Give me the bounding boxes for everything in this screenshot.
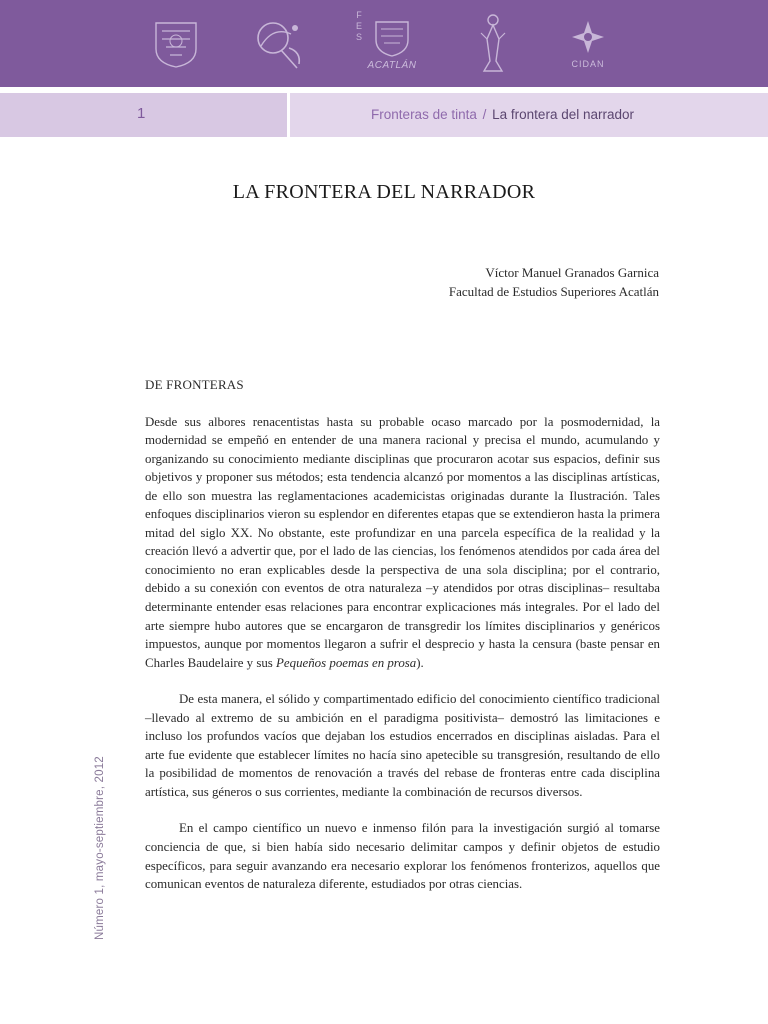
paragraph-1-text: Desde sus albores renacentistas hasta su probable ocaso marcado por la posmodernidad, la modernidad se empeñó en entender de una manera racional y precisa el mundo, acumulando y organizando su conocimiento mediante disciplinas que procuraron acotar sus espacios, definir sus objetivos y proponer sus métodos; esta tendencia alcanzó por momentos a las disciplinas artísticas, de ello son muestra las reglamentaciones academicistas originadas durante la Ilustración. Tales enfoques disciplinarios vieron su esplendor en diferentes etapas que se extendieron hasta la primera mitad del siglo XX. No obstante, este profundizar en una parcela específica de la realidad y la creación llevó a advertir que, por el lado de las ciencias, los fenómenos atendidos por cada área del conocimiento no eran explicables desde la perspectiva de una sola disciplina; por el contrario, debido a su conexión con eventos de otra naturaleza –y atendidos por otras disciplinas– resultaba determinante entender esas relaciones para encontrar explicaciones más integrales. Por el lado del arte siempre hubo autores que se encargaron de transgredir los límites disciplinarios y genéricos impuestos, aunque por momentos llegaron a sufrir el desprecio y hasta la censura (baste pensar en Charles Baudelaire y sus	[145, 414, 660, 670]
statue-icon	[475, 10, 511, 78]
logo-strip	[150, 10, 620, 78]
cidan-emblem-icon	[570, 19, 606, 55]
article-title: LA FRONTERA DEL NARRADOR	[232, 181, 536, 203]
paragraph-1-end: ).	[416, 655, 424, 670]
section-heading: DE FRONTERAS	[145, 377, 244, 392]
cidan-wordmark: CIDAN	[571, 59, 605, 69]
fes-emblem-icon	[250, 10, 310, 78]
fes-acatlan-wordmark: ACATLÁN	[367, 59, 417, 71]
paragraph-1	[145, 413, 660, 673]
byline	[449, 263, 659, 301]
running-head-section: Fronteras de tinta	[371, 107, 477, 122]
fes-acatlan-crest-icon	[372, 18, 412, 58]
article-body	[145, 376, 660, 912]
fes-letters: F E S	[355, 10, 362, 42]
page-number: 1	[137, 105, 146, 122]
fes-acatlan-logo	[355, 10, 422, 78]
issue-side-note: Número 1, mayo-septiembre, 2012	[94, 756, 106, 940]
header-band	[0, 0, 768, 87]
author-affiliation: Facultad de Estudios Superiores Acatlán	[448, 284, 659, 299]
paragraph-3: En el campo científico un nuevo e inmenso filón para la investigación surgió al tomarse conciencia de que, si bien había sido necesario delimitar campos y definir objetos de estudio específicos, para seguir avanzando era necesario explorar los fenómenos fronterizos, aquellos que comunican eventos de naturaleza diferente, estudiados por otras ciencias.	[145, 821, 660, 892]
cidan-logo	[560, 10, 616, 78]
running-head-article: La frontera del narrador	[492, 107, 634, 122]
unam-crest-icon	[150, 10, 202, 78]
book-title: Pequeños poemas en prosa	[276, 655, 417, 670]
author-name: Víctor Manuel Granados Garnica	[485, 265, 659, 280]
running-head-separator: /	[482, 107, 487, 122]
running-head	[371, 107, 634, 122]
paragraph-2: De esta manera, el sólido y compartimentado edificio del conocimiento científico tradicional –llevado al extremo de su ambición en el paradigma positivista– demostró las limitaciones e incluso los profundos vacíos que dejaban los estudios encerrados en disciplinas aisladas. Para el arte fue evidente que establecer límites no hacía sino apetecible su transgresión, resultando de ello la posibilidad de momentos de renovación a través del rebase de fronteras entre cada disciplina artística, sus géneros o sus corrientes, mediante la combinación de recursos diversos.	[145, 692, 660, 799]
